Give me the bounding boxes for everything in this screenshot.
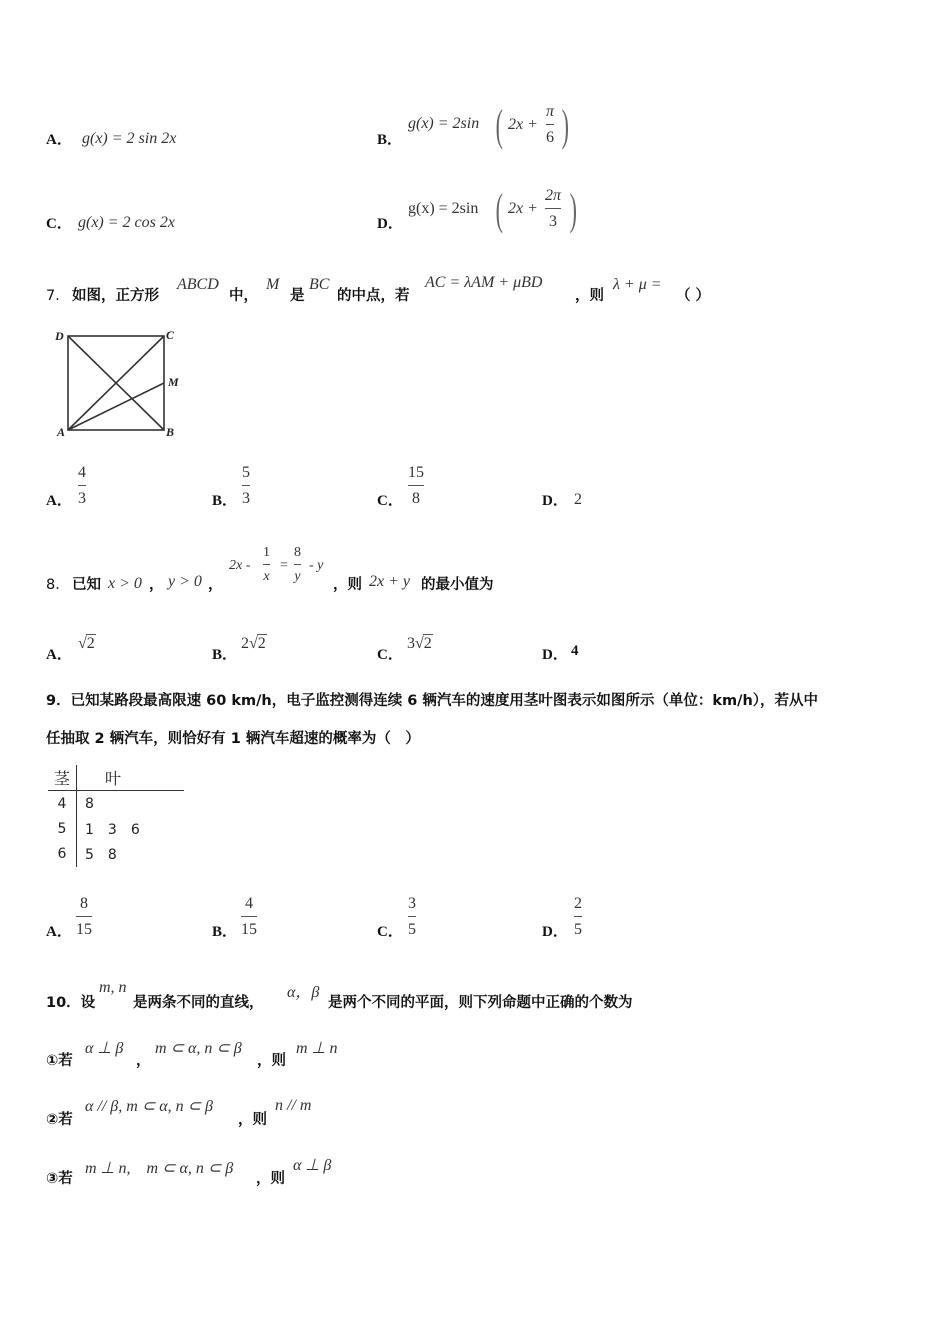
option-label: B．: [212, 493, 238, 509]
question-text-line-2: 任抽取 2 辆汽车，则恰好有 1 辆汽车超速的概率为（ ）: [46, 731, 420, 747]
point-label-m: M: [168, 375, 179, 389]
math: m ⊥ n: [296, 1040, 338, 1057]
table-row: [48, 791, 184, 817]
vertex-label-c: C: [166, 328, 175, 342]
question-text: 如图，正方形: [72, 288, 159, 304]
numerator: 3: [408, 895, 416, 912]
fraction: [294, 546, 301, 584]
question-text: ，则: [256, 1171, 285, 1187]
option-label: C．: [377, 647, 403, 663]
numerator: 8: [80, 895, 88, 912]
stem-leaf-plot: [48, 765, 184, 867]
coefficient: 2: [241, 635, 249, 652]
question-text: 是: [290, 288, 305, 304]
option-label: A．: [46, 493, 72, 509]
proposition-mark: ①若: [46, 1053, 73, 1069]
denominator: 3: [242, 490, 250, 507]
fraction: [408, 896, 416, 938]
math: λ + μ =: [613, 276, 662, 293]
math: 2x -: [229, 558, 251, 573]
question-number: 10．设: [46, 995, 96, 1011]
math: ABCD: [177, 276, 219, 293]
table-row: [48, 817, 184, 842]
coefficient: 3: [407, 635, 415, 652]
fraction: [263, 546, 270, 584]
question-text: ，则: [575, 288, 604, 304]
question-text: ，则: [333, 577, 362, 593]
fraction: [76, 896, 92, 938]
math: x > 0: [108, 575, 142, 592]
question-text: ，: [208, 577, 223, 593]
stem-cell: 4: [48, 791, 77, 817]
option-label: A．: [46, 647, 72, 663]
option-label: B．: [212, 924, 238, 940]
fraction: [241, 896, 257, 938]
math: BC: [309, 276, 330, 293]
option-label: D．: [542, 493, 568, 509]
denominator: 15: [76, 921, 92, 938]
stem-cell: 6: [48, 842, 77, 867]
leaf-cell: 5 8: [85, 847, 117, 863]
option-label: B．: [212, 647, 238, 663]
numerator: 1: [263, 545, 270, 560]
right-paren: ): [569, 185, 577, 234]
math: - y: [309, 558, 324, 573]
option-prefix: g(x) = 2sin: [408, 115, 480, 132]
option-label: D．: [377, 216, 403, 232]
radicand: 2: [257, 635, 266, 652]
option-expr: g(x) = 2 cos 2x: [78, 214, 175, 231]
numerator: 2π: [545, 187, 562, 204]
option-value: 4: [571, 643, 579, 659]
option-label: C．: [46, 216, 72, 232]
numerator: π: [546, 103, 555, 120]
math: α // β, m ⊂ α, n ⊂ β: [85, 1098, 213, 1115]
option-value: 2: [574, 491, 582, 508]
math: n // m: [275, 1097, 312, 1114]
fraction: [408, 465, 424, 507]
denominator: 5: [574, 921, 582, 938]
segment-am: [68, 383, 164, 430]
option-label: A．: [46, 132, 72, 148]
option-label: D．: [542, 647, 568, 663]
question-text: 的最小值为: [421, 577, 494, 593]
question-number: 8．: [46, 577, 70, 593]
option-value: 3√2: [407, 635, 432, 652]
math-equation: AC = λAM + μBD: [425, 274, 543, 291]
question-text: 是两个不同的平面，则下列命题中正确的个数为: [328, 995, 633, 1011]
question-text: ，: [149, 577, 164, 593]
leaf-cell: 1 3 6: [85, 822, 140, 838]
question-text: 已知: [72, 577, 101, 593]
denominator: 15: [241, 921, 257, 938]
math: M: [266, 276, 280, 293]
left-paren: (: [495, 101, 503, 150]
numerator: 8: [294, 545, 301, 560]
stem-cell: 5: [48, 817, 77, 842]
question-text: （ ）: [676, 288, 711, 304]
option-label: C．: [377, 493, 403, 509]
question-text: 中，: [229, 288, 258, 304]
denominator: 3: [549, 213, 557, 230]
option-expr: g(x) = 2 sin 2x: [82, 130, 177, 147]
radicand: 2: [86, 635, 95, 652]
vertex-label-b: B: [166, 425, 175, 439]
question-text: ，则: [238, 1112, 267, 1128]
option-label: B．: [377, 132, 403, 148]
numerator: 15: [408, 464, 424, 481]
denominator: 5: [408, 921, 416, 938]
option-value: √2: [78, 635, 95, 652]
numerator: 4: [245, 895, 253, 912]
option-prefix: g(x) = 2sin: [408, 200, 479, 217]
fraction: [545, 188, 561, 230]
numerator: 4: [78, 464, 86, 481]
right-paren: ): [561, 101, 569, 150]
proposition-mark: ②若: [46, 1112, 73, 1128]
numerator: 5: [242, 464, 250, 481]
left-paren: (: [495, 185, 503, 234]
math: m ⊂ α, n ⊂ β: [155, 1040, 242, 1057]
math: y > 0: [168, 573, 202, 590]
math: α ⊥ β: [293, 1157, 332, 1174]
math: =: [280, 558, 288, 573]
fraction: [546, 104, 554, 146]
fraction: [574, 896, 582, 938]
question-text: ，: [136, 1053, 151, 1069]
question-number: 7．: [46, 288, 70, 304]
option-label: A．: [46, 924, 72, 940]
fraction: [78, 465, 86, 507]
vertex-label-d: D: [55, 329, 64, 343]
leaf-cell: 8: [85, 795, 94, 812]
proposition-mark: ③若: [46, 1171, 73, 1187]
question-text: ，则: [257, 1053, 286, 1069]
math: m ⊥ n, m ⊂ α, n ⊂ β: [85, 1160, 234, 1177]
math: m, n: [99, 979, 127, 996]
radicand: 2: [423, 635, 432, 652]
table-row: [48, 842, 184, 867]
math: α ⊥ β: [85, 1040, 124, 1057]
denominator: 6: [546, 129, 554, 146]
math: 2x + y: [369, 573, 410, 590]
option-label: D．: [542, 924, 568, 940]
question-text: 是两条不同的直线，: [133, 995, 264, 1011]
math: α，β: [287, 984, 320, 1001]
denominator: 8: [412, 490, 420, 507]
stem-header: 茎: [48, 765, 77, 791]
option-inner: 2x +: [508, 116, 538, 133]
option-value: 2√2: [241, 635, 266, 652]
option-label: C．: [377, 924, 403, 940]
option-inner: 2x +: [508, 200, 538, 217]
numerator: 2: [574, 895, 582, 912]
fraction: [242, 465, 250, 507]
square-figure: [52, 326, 182, 441]
denominator: 3: [78, 490, 86, 507]
denominator: x: [263, 569, 270, 584]
leaf-header: 叶: [77, 765, 185, 791]
question-text: 的中点，若: [337, 288, 410, 304]
question-text-line-1: 9．已知某路段最高限速 60 km/h，电子监控测得连续 6 辆汽车的速度用茎叶图表示如图所示（单位：km/h），若从中: [46, 693, 819, 709]
denominator: y: [294, 569, 301, 584]
vertex-label-a: A: [57, 425, 66, 439]
